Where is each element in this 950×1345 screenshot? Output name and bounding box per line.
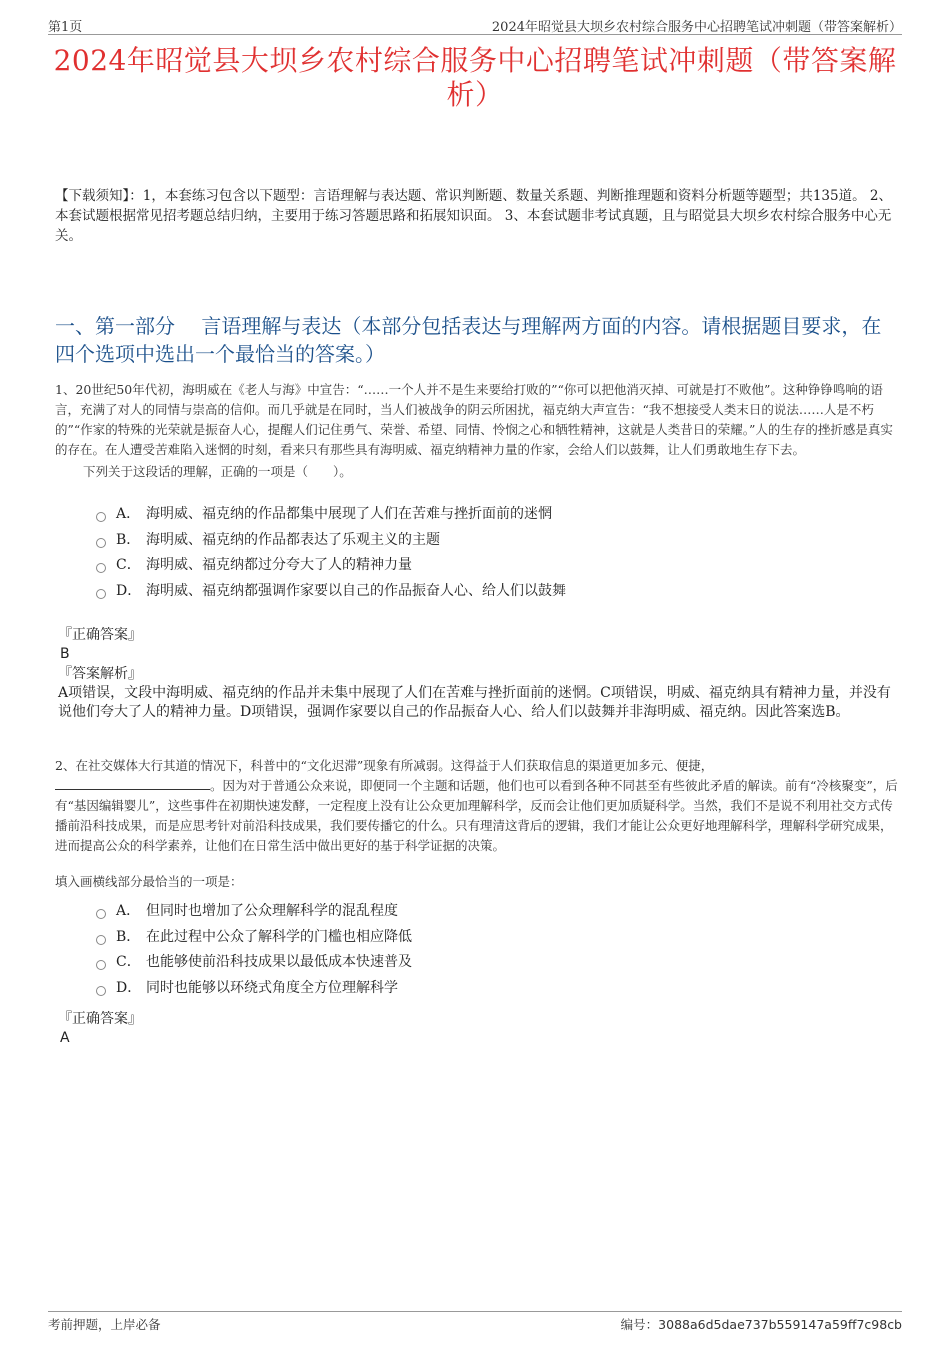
fill-in-blank: [55, 777, 210, 790]
option-letter: D．: [116, 582, 142, 599]
answer-value: A: [60, 1030, 70, 1046]
analysis-text: A项错误，文段中海明威、福克纳的作品并未集中展现了人们在苦难与挫折面前的迷惘。C项错误，明威、福克纳具有精神力量，并没有说他们夸大了人的精神力量。D项错误，强调作家要以自己的作品振奋人心、给人们以鼓舞并非海明威、福克纳。因此答案选B。: [58, 685, 891, 720]
question-2-stem-before: 2、在社交媒体大行其道的情况下，科普中的“文化迟滞”现象有所减弱。这得益于人们获取信息的渠道更加多元、便捷，: [55, 758, 714, 773]
option-1c[interactable]: [96, 553, 566, 579]
option-2b[interactable]: [96, 925, 412, 951]
question-2-stem: [55, 756, 900, 856]
option-letter: D．: [116, 979, 142, 996]
option-letter: A．: [116, 903, 141, 919]
question-1: [55, 380, 900, 482]
footer-code: [621, 1315, 902, 1333]
radio-icon[interactable]: [96, 512, 106, 522]
option-2a[interactable]: [96, 899, 412, 925]
option-text: 也能够使前沿科技成果以最低成本快速普及: [146, 954, 412, 970]
answer-label: 『正确答案』: [58, 627, 142, 643]
question-2-prompt: 填入画横线部分最恰当的一项是：: [55, 874, 243, 889]
option-1b[interactable]: [96, 528, 566, 554]
code-value: 3088a6d5dae737b559147a59ff7c98cb: [658, 1317, 902, 1332]
radio-icon[interactable]: [96, 909, 106, 919]
option-letter: C．: [116, 557, 141, 573]
question-2: [55, 756, 900, 892]
question-2-stem-after: 。因为对于普通公众来说，即便同一个主题和话题，他们也可以看到各种不同甚至有些彼此矛盾的解读。前有“冷核聚变”，后有“基因编辑婴儿”，这些事件在初期快速发酵，一定程度上没有让公众更加理解科学，反而会让他们更加质疑科学。当然，我们不是说不利用社交方式传播前沿科技成果，而是应思考针对前沿科技成果，我们要传播它的什么。只有理清这背后的逻辑，我们才能让公众更好地理解科学，理解科学研究成果，进而提高公众的科学素养，让他们在日常生活中做出更好的基于科学证据的决策。: [55, 778, 898, 853]
question-1-options: [96, 502, 566, 604]
question-1-analysis: [58, 665, 895, 722]
section-heading: 一、第一部分 言语理解与表达（本部分包括表达与理解两方面的内容。请根据题目要求，在四个选项中选出一个最恰当的答案。）: [55, 314, 882, 366]
option-letter: A．: [116, 506, 141, 522]
radio-icon[interactable]: [96, 986, 106, 996]
code-label: 编号：: [620, 1317, 659, 1332]
question-2-answer: [58, 1010, 142, 1048]
page-number: 第1页: [48, 20, 83, 35]
option-1a[interactable]: [96, 502, 566, 528]
radio-icon[interactable]: [96, 563, 106, 573]
document-title: 2024年昭觉县大坝乡农村综合服务中心招聘笔试冲刺题（带答案解析）: [53, 44, 897, 111]
option-letter: C．: [116, 954, 141, 970]
option-text: 同时也能够以环绕式角度全方位理解科学: [146, 979, 398, 996]
question-1-answer: [58, 626, 142, 664]
option-text: 但同时也增加了公众理解科学的混乱程度: [146, 903, 398, 919]
option-2c[interactable]: [96, 950, 412, 976]
question-1-prompt: 下列关于这段话的理解，正确的一项是（ ）。: [83, 464, 352, 479]
radio-icon[interactable]: [96, 538, 106, 548]
answer-value: B: [60, 646, 70, 662]
option-2d[interactable]: [96, 976, 412, 1002]
download-notice: 【下载须知】：1，本套练习包含以下题型：言语理解与表达题、常识判断题、数量关系题、判断推理题和资料分析题等题型；共135道。 2、本套试题根据常见招考题总结归纳，主要用于练习答题思路和拓展知识面。 3、本套试题非考试真题，且与昭觉县大坝乡农村综合服务中心无关。: [55, 188, 892, 244]
answer-label: 『正确答案』: [58, 1011, 142, 1027]
header-doc-title: 2024年昭觉县大坝乡农村综合服务中心招聘笔试冲刺题（带答案解析）: [491, 20, 902, 35]
option-text: 海明威、福克纳的作品都表达了乐观主义的主题: [146, 531, 440, 548]
option-text: 海明威、福克纳的作品都集中展现了人们在苦难与挫折面前的迷惘: [146, 506, 552, 522]
option-letter: B．: [116, 928, 141, 945]
question-1-stem: 1、20世纪50年代初，海明威在《老人与海》中宣告：“……一个人并不是生来要给打败的”“你可以把他消灭掉、可就是打不败他”。这种铮铮鸣响的语言，充满了对人的同情与崇高的信仰。而几乎就是在同时，当人们被战争的阴云所困扰，福克纳大声宣告：“我不想接受人类末日的说法……人是不朽的”“作家的特殊的光荣就是振奋人心，提醒人们记住勇气、荣誉、希望、同情、怜悯之心和牺牲精神，这就是人类昔日的荣耀。”人的生存的挫折感是真实的存在。在人遭受苦难陷入迷惘的时刻，看来只有那些具有海明威、福克纳精神力量的作家，会给人们以鼓舞，让人们勇敢地生存下去。: [55, 382, 893, 457]
radio-icon[interactable]: [96, 960, 106, 970]
option-text: 在此过程中公众了解科学的门槛也相应降低: [146, 928, 412, 945]
question-2-options: [96, 899, 412, 1001]
analysis-label: 『答案解析』: [58, 666, 142, 682]
option-letter: B．: [116, 531, 141, 548]
option-text: 海明威、福克纳都强调作家要以自己的作品振奋人心、给人们以鼓舞: [146, 582, 566, 599]
radio-icon[interactable]: [96, 589, 106, 599]
page-footer: [48, 1311, 902, 1336]
option-text: 海明威、福克纳都过分夸大了人的精神力量: [146, 557, 412, 573]
radio-icon[interactable]: [96, 935, 106, 945]
footer-slogan: 考前押题，上岸必备: [48, 1317, 161, 1332]
page-header: [48, 14, 902, 35]
option-1d[interactable]: [96, 579, 566, 605]
